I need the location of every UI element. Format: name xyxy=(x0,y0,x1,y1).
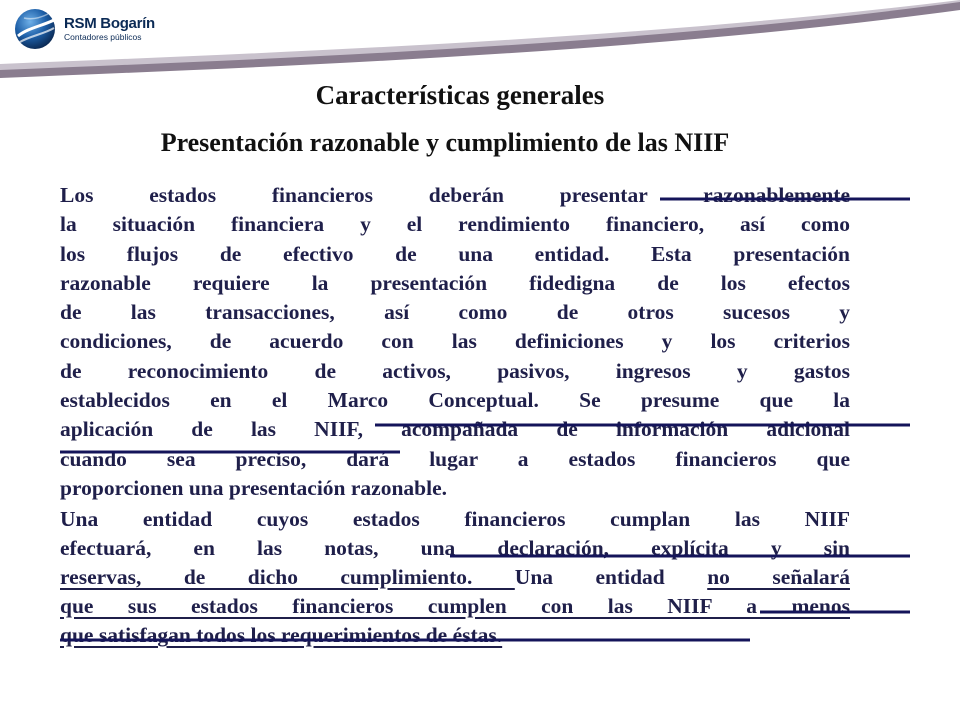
rsm-logo xyxy=(12,6,155,52)
brand-name: RSM Bogarín xyxy=(64,15,155,32)
paragraph-line: la situación financiera y el rendimiento financiero, así como xyxy=(60,212,850,237)
paragraph-line: aplicación de las NIIF, acompañada de información adicional xyxy=(60,417,850,442)
paragraph-line: condiciones, de acuerdo con las definiciones y los criterios xyxy=(60,329,850,354)
section-subtitle: Presentación razonable y cumplimiento de las NIIF xyxy=(160,128,730,157)
paragraph-line: establecidos en el Marco Conceptual. Se presume que la xyxy=(60,388,850,413)
paragraph-fair-presentation xyxy=(60,181,850,503)
paragraph-line: efectuará, en las notas, una declaración, explícita y sin xyxy=(60,536,850,560)
plain-text: Una entidad xyxy=(514,565,708,589)
logo-text xyxy=(64,16,155,42)
paragraph-line: cuando sea preciso, dará lugar a estados financieros que xyxy=(60,446,850,471)
underlined-text: reservas, de dicho cumplimiento. xyxy=(60,565,515,589)
paragraph-line: Los estados financieros deberán presentar razonablemente xyxy=(60,183,850,207)
paragraph-line-underlined: que satisfagan todos los requerimientos de éstas. xyxy=(60,623,503,647)
paragraph-line-underlined: que sus estados financieros cumplen con las NIIF a menos xyxy=(60,594,850,618)
paragraph-line: de reconocimiento de activos, pasivos, ingresos y gastos xyxy=(60,358,850,383)
brand-subtitle: Contadores públicos xyxy=(64,32,142,42)
paragraph-line-mixed xyxy=(60,563,850,592)
globe-logo-icon xyxy=(12,6,58,52)
paragraph-line: de las transacciones, así como de otros sucesos y xyxy=(60,300,850,325)
paragraph-line: los flujos de efectivo de una entidad. Esta presentación xyxy=(60,241,850,266)
paragraph-line: proporcionen una presentación razonable. xyxy=(60,475,448,500)
underlined-text: no señalará xyxy=(707,565,850,589)
paragraph-compliance-statement xyxy=(60,505,850,650)
paragraph-line: razonable requiere la presentación fidedigna de los efectos xyxy=(60,270,850,295)
paragraph-line: Una entidad cuyos estados financieros cumplan las NIIF xyxy=(60,507,850,531)
page-title: Características generales xyxy=(315,80,605,110)
